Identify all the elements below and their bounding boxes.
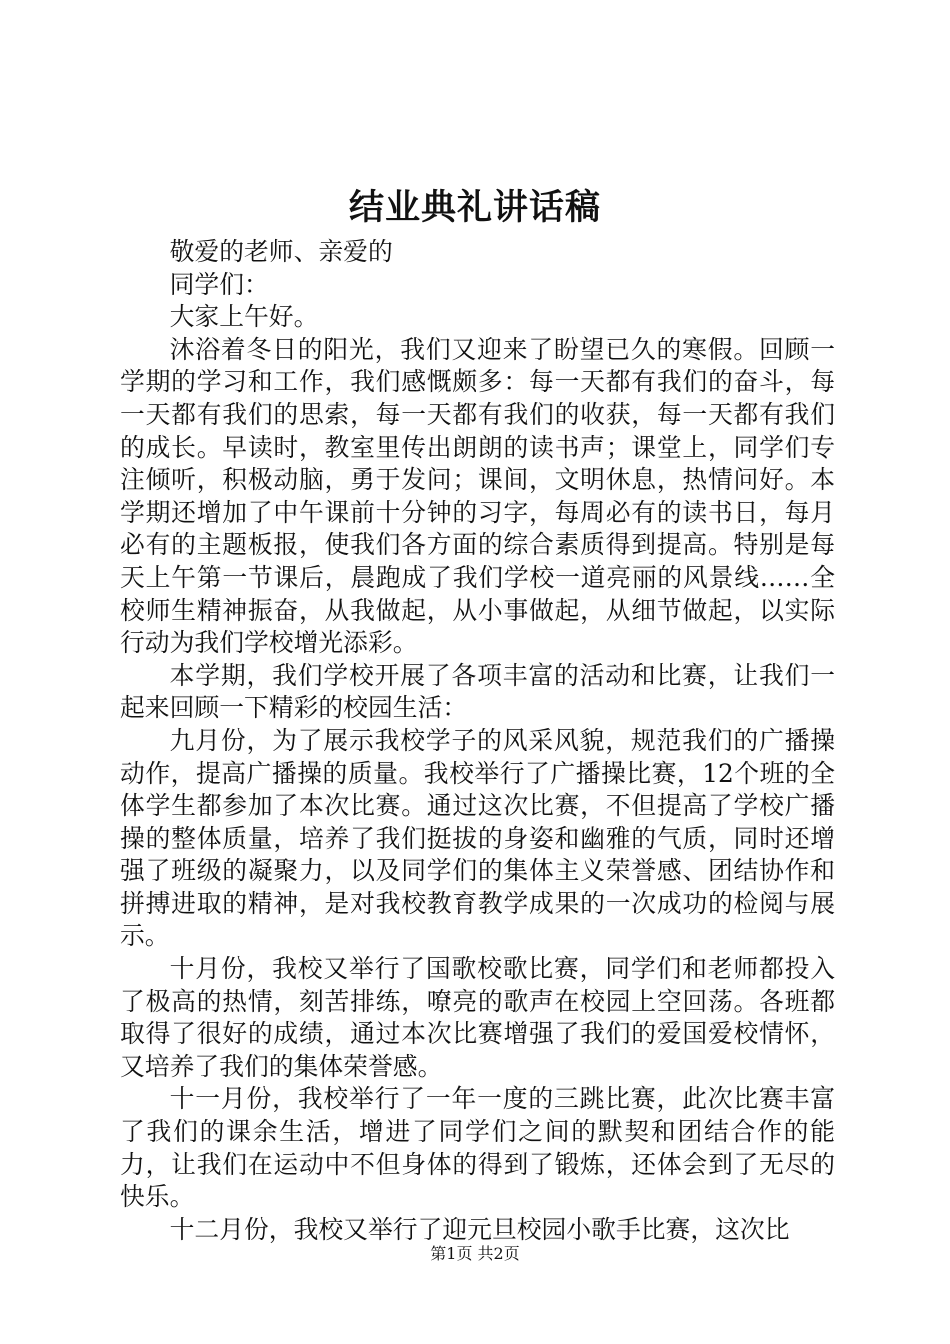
greeting-line: 大家上午好。 <box>169 302 319 332</box>
paragraph-october: 十月份，我校又举行了国歌校歌比赛，同学们和老师都投入了极高的热情，刻苦排练，嘹亮的歌声在校园上空回荡。各班都取得了很好的成绩，通过本次比赛增强了我们的爱国爱校情怀，又培养了我们的集体荣誉感。 <box>120 954 835 1081</box>
document-body <box>120 236 835 1246</box>
document-title: 结业典礼讲话稿 <box>348 187 601 228</box>
paragraph-september: 九月份，为了展示我校学子的风采风貌，规范我们的广播操动作，提高广播操的质量。我校举行了广播操比赛，12个班的全体学生都参加了本次比赛。通过这次比赛，不但提高了学校广播操的整体质量，培养了我们挺拔的身姿和幽雅的气质，同时还增强了班级的凝聚力，以及同学们的集体主义荣誉感、团结协作和拼搏进取的精神，是对我校教育教学成果的一次成功的检阅与展示。 <box>120 725 835 951</box>
paragraph-semester-review: 沐浴着冬日的阳光，我们又迎来了盼望已久的寒假。回顾一学期的学习和工作，我们感慨颇多：每一天都有我们的奋斗，每一天都有我们的思索，每一天都有我们的收获，每一天都有我们的成长。早读时，教室里传出朗朗的读书声；课堂上，同学们专注倾听，积极动脑，勇于发问；课间，文明休息，热情问好。本学期还增加了中午课前十分钟的习字，每周必有的读书日，每月必有的主题板报，使我们各方面的综合素质得到提高。特别是每天上午第一节课后，晨跑成了我们学校一道亮丽的风景线……全校师生精神振奋，从我做起，从小事做起，从细节做起，以实际行动为我们学校增光添彩。 <box>120 334 835 658</box>
page-footer: 第1页 共2页 <box>430 1244 520 1263</box>
paragraph-december: 十二月份，我校又举行了迎元旦校园小歌手比赛，这次比 <box>169 1214 790 1244</box>
salutation-line-2: 同学们： <box>169 269 269 299</box>
salutation-line-1: 敬爱的老师、亲爱的 <box>169 237 393 266</box>
paragraph-november: 十一月份，我校举行了一年一度的三跳比赛，此次比赛丰富了我们的课余生活，增进了同学们之间的默契和团结合作的能力，让我们在运动中不但身体的得到了锻炼，还体会到了无尽的快乐。 <box>120 1084 835 1212</box>
paragraph-activities-intro: 本学期，我们学校开展了各项丰富的活动和比赛，让我们一起来回顾一下精彩的校园生活： <box>120 660 835 723</box>
